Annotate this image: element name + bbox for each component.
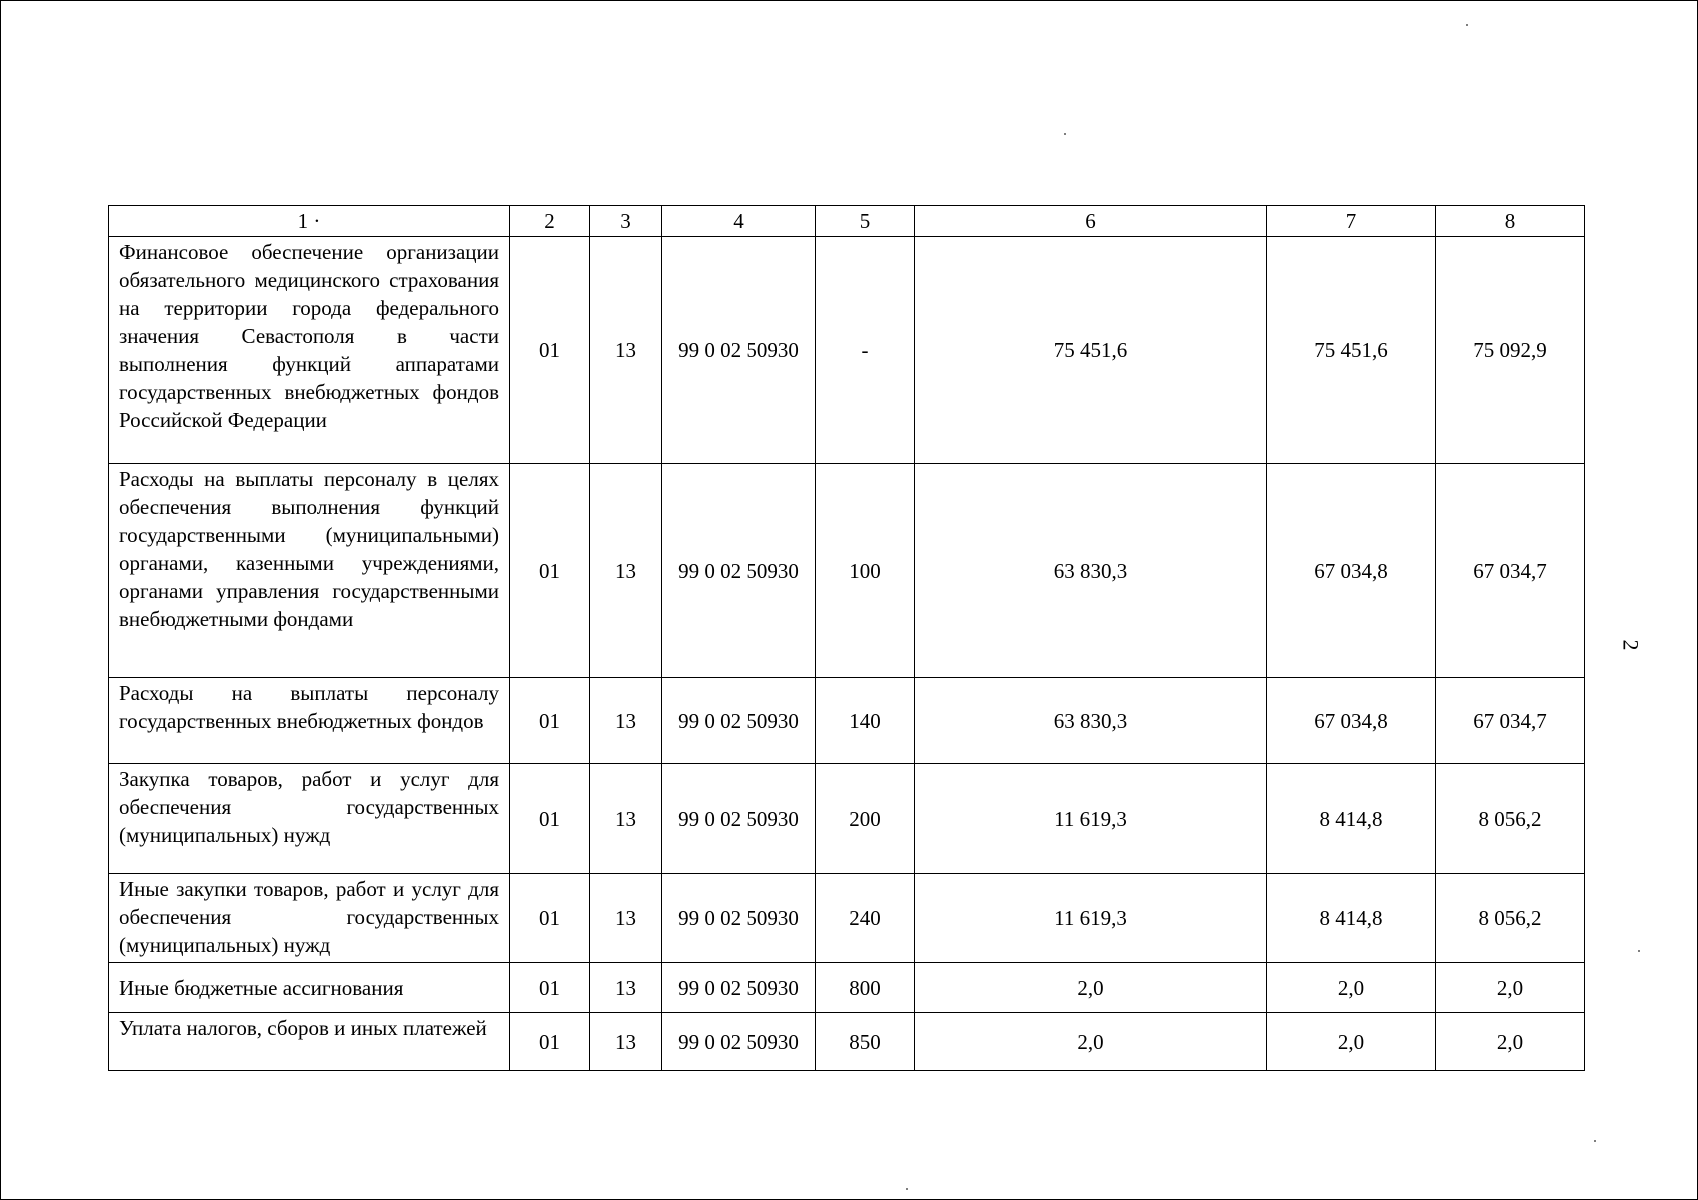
header-row: [109, 206, 1585, 237]
row-name: Уплата налогов, сборов и иных платежей: [109, 1013, 510, 1071]
row-value-7: 67 034,8: [1267, 464, 1436, 678]
row-subsection: 13: [590, 874, 662, 963]
column-header-5: 5: [816, 206, 915, 237]
row-value-7: 2,0: [1267, 963, 1436, 1013]
row-target-item: 99 0 02 50930: [662, 1013, 816, 1071]
row-value-7: 67 034,8: [1267, 678, 1436, 764]
column-header-8: 8: [1436, 206, 1585, 237]
row-expense-type: 100: [816, 464, 915, 678]
column-header-4: 4: [662, 206, 816, 237]
row-name: Финансовое обеспечение организации обязательного медицинского страхования на территории города федерального значения Севастополя в части выполнения функций аппаратами государственных внебюджетных фондов Российской Федерации: [109, 237, 510, 464]
row-value-6: 75 451,6: [915, 237, 1267, 464]
row-target-item: 99 0 02 50930: [662, 464, 816, 678]
row-name: Расходы на выплаты персоналу в целях обеспечения выполнения функций государственными (муниципальными) органами, казенными учреждениями, органами управления государственными внебюджетными фондами: [109, 464, 510, 678]
row-expense-type: 200: [816, 764, 915, 874]
row-target-item: 99 0 02 50930: [662, 678, 816, 764]
scan-speck: [1638, 950, 1640, 952]
row-expense-type: 850: [816, 1013, 915, 1071]
row-section: 01: [510, 764, 590, 874]
row-value-8: 8 056,2: [1436, 764, 1585, 874]
row-expense-type: 140: [816, 678, 915, 764]
row-subsection: 13: [590, 1013, 662, 1071]
table-row: [109, 874, 1585, 963]
row-value-6: 2,0: [915, 1013, 1267, 1071]
row-section: 01: [510, 1013, 590, 1071]
column-header-7: 7: [1267, 206, 1436, 237]
row-value-6: 11 619,3: [915, 874, 1267, 963]
row-value-7: 2,0: [1267, 1013, 1436, 1071]
row-expense-type: 800: [816, 963, 915, 1013]
row-section: 01: [510, 963, 590, 1013]
row-target-item: 99 0 02 50930: [662, 237, 816, 464]
scan-speck: [1064, 133, 1066, 135]
row-subsection: 13: [590, 237, 662, 464]
column-header-1: 1 ·: [109, 206, 510, 237]
table-row: [109, 237, 1585, 464]
row-subsection: 13: [590, 678, 662, 764]
row-value-8: 67 034,7: [1436, 678, 1585, 764]
row-section: 01: [510, 678, 590, 764]
row-value-7: 75 451,6: [1267, 237, 1436, 464]
row-target-item: 99 0 02 50930: [662, 764, 816, 874]
row-expense-type: 240: [816, 874, 915, 963]
row-target-item: 99 0 02 50930: [662, 874, 816, 963]
budget-table: [108, 205, 1585, 1071]
row-value-8: 2,0: [1436, 963, 1585, 1013]
table-row: [109, 464, 1585, 678]
row-subsection: 13: [590, 764, 662, 874]
row-name: Иные бюджетные ассигнования: [109, 963, 510, 1013]
row-subsection: 13: [590, 464, 662, 678]
row-value-6: 11 619,3: [915, 764, 1267, 874]
column-header-2: 2: [510, 206, 590, 237]
row-value-8: 75 092,9: [1436, 237, 1585, 464]
table-row: [109, 963, 1585, 1013]
row-expense-type: -: [816, 237, 915, 464]
scan-speck: [906, 1188, 908, 1190]
column-header-3: 3: [590, 206, 662, 237]
row-section: 01: [510, 464, 590, 678]
row-value-7: 8 414,8: [1267, 874, 1436, 963]
row-value-6: 2,0: [915, 963, 1267, 1013]
table-row: [109, 764, 1585, 874]
table-row: [109, 678, 1585, 764]
row-target-item: 99 0 02 50930: [662, 963, 816, 1013]
row-section: 01: [510, 874, 590, 963]
row-name: Расходы на выплаты персоналу государственных внебюджетных фондов: [109, 678, 510, 764]
row-subsection: 13: [590, 963, 662, 1013]
column-header-6: 6: [915, 206, 1267, 237]
row-value-8: 8 056,2: [1436, 874, 1585, 963]
scan-speck: [1594, 1140, 1596, 1142]
row-value-6: 63 830,3: [915, 464, 1267, 678]
row-name: Закупка товаров, работ и услуг для обеспечения государственных (муниципальных) нужд: [109, 764, 510, 874]
row-value-8: 2,0: [1436, 1013, 1585, 1071]
row-name: Иные закупки товаров, работ и услуг для обеспечения государственных (муниципальных) нужд: [109, 874, 510, 963]
table-row: [109, 1013, 1585, 1071]
row-value-8: 67 034,7: [1436, 464, 1585, 678]
page-number: 2: [1618, 639, 1644, 651]
row-section: 01: [510, 237, 590, 464]
scan-speck: [1466, 24, 1468, 26]
row-value-6: 63 830,3: [915, 678, 1267, 764]
row-value-7: 8 414,8: [1267, 764, 1436, 874]
